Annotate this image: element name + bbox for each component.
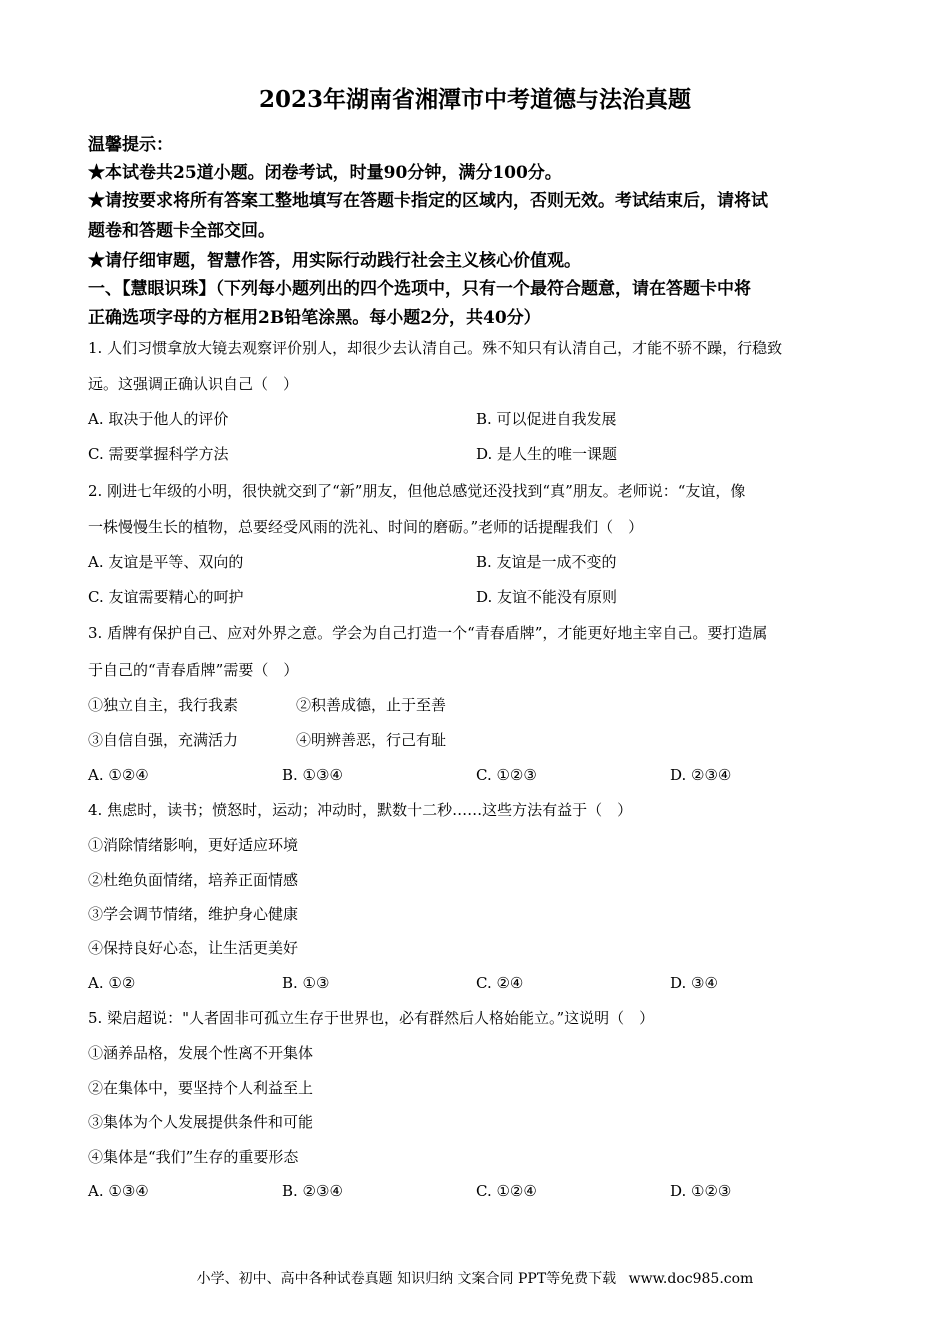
tip-item: ★本试卷共25道小题。闭卷考试，时量90分钟，满分100分。 — [88, 163, 562, 183]
question-4-option-d: D. ③④ — [670, 974, 718, 992]
question-3-statement-4: ④明辨善恶，行己有耻 — [296, 731, 447, 749]
question-4-stem: 4. 焦虑时，读书；愤怒时，运动；冲动时，默数十二秒……这些方法有益于（ ） — [88, 801, 633, 819]
question-5-option-a: A. ①③④ — [88, 1182, 149, 1200]
question-5-statement-1: ①涵养品格，发展个性离不开集体 — [88, 1044, 314, 1062]
question-3-statement-2: ②积善成德，止于至善 — [296, 696, 447, 714]
question-5-statement-4: ④集体是“我们”生存的重要形态 — [88, 1148, 299, 1166]
tips-heading: 温馨提示： — [88, 135, 173, 155]
question-4-statement-1: ①消除情绪影响，更好适应环境 — [88, 836, 299, 854]
question-4-statement-3: ③学会调节情绪，维护身心健康 — [88, 905, 299, 923]
question-1-option-c: C. 需要掌握科学方法 — [88, 445, 229, 463]
question-4-option-c: C. ②④ — [476, 974, 524, 992]
footer-link[interactable]: www.doc985.com — [628, 1271, 754, 1287]
question-3-option-b: B. ①③④ — [282, 766, 343, 784]
question-1-stem: 1. 人们习惯拿放大镜去观察评价别人，却很少去认清自己。殊不知只有认清自己，才能不骄不躁，行稳致 — [88, 339, 783, 357]
tip-item: 题卷和答题卡全部交回。 — [88, 221, 275, 241]
question-3-option-d: D. ②③④ — [670, 766, 732, 784]
question-5-option-b: B. ②③④ — [282, 1182, 343, 1200]
question-3-stem: 3. 盾牌有保护自己、应对外界之意。学会为自己打造一个“青春盾牌”，才能更好地主宰自己。要打造属 — [88, 624, 768, 642]
question-1-option-d: D. 是人生的唯一课题 — [476, 445, 618, 463]
question-4-option-a: A. ①② — [88, 974, 136, 992]
question-3-stem-cont: 于自己的“青春盾牌”需要（ ） — [88, 661, 299, 679]
question-3-statement-1: ①独立自主，我行我素 — [88, 696, 239, 714]
question-2-option-b: B. 友谊是一成不变的 — [476, 553, 617, 571]
section-heading-cont: 正确选项字母的方框用2B铅笔涂黑。每小题2分，共40分） — [88, 308, 541, 328]
question-4-option-b: B. ①③ — [282, 974, 330, 992]
tip-item: ★请按要求将所有答案工整地填写在答题卡指定的区域内，否则无效。考试结束后，请将试 — [88, 191, 768, 211]
question-3-statement-3: ③自信自强，充满活力 — [88, 731, 239, 749]
page-footer — [0, 1270, 950, 1288]
question-2-option-c: C. 友谊需要精心的呵护 — [88, 588, 244, 606]
page-title: 2023年湖南省湘潭市中考道德与法治真题 — [258, 86, 691, 113]
question-1-stem-cont: 远。这强调正确认识自己（ ） — [88, 375, 299, 393]
question-5-option-c: C. ①②④ — [476, 1182, 537, 1200]
question-2-stem: 2. 刚进七年级的小明，很快就交到了“新”朋友，但他总感觉还没找到“真”朋友。老师说：“友谊，像 — [88, 482, 746, 500]
section-heading: 一、【慧眼识珠】（下列每小题列出的四个选项中，只有一个最符合题意，请在答题卡中将 — [88, 279, 751, 299]
tip-item: ★请仔细审题，智慧作答，用实际行动践行社会主义核心价值观。 — [88, 251, 581, 271]
question-5-statement-3: ③集体为个人发展提供条件和可能 — [88, 1113, 314, 1131]
question-2-option-d: D. 友谊不能没有原则 — [476, 588, 618, 606]
question-5-stem: 5. 梁启超说："人者固非可孤立生存于世界也，必有群然后人格始能立。”这说明（ ） — [88, 1009, 655, 1027]
question-1-option-a: A. 取决于他人的评价 — [88, 410, 229, 428]
question-4-statement-4: ④保持良好心态，让生活更美好 — [88, 939, 299, 957]
question-1-option-b: B. 可以促进自我发展 — [476, 410, 617, 428]
question-4-statement-2: ②杜绝负面情绪，培养正面情感 — [88, 871, 299, 889]
question-3-option-c: C. ①②③ — [476, 766, 537, 784]
question-5-option-d: D. ①②③ — [670, 1182, 732, 1200]
footer-text: 小学、初中、高中各种试卷真题 知识归纳 文案合同 PPT等免费下载 — [196, 1271, 617, 1287]
question-3-option-a: A. ①②④ — [88, 766, 149, 784]
question-5-statement-2: ②在集体中，要坚持个人利益至上 — [88, 1079, 314, 1097]
question-2-stem-cont: 一株慢慢生长的植物，总要经受风雨的洗礼、时间的磨砺。”老师的话提醒我们（ ） — [88, 518, 644, 536]
question-2-option-a: A. 友谊是平等、双向的 — [88, 553, 244, 571]
